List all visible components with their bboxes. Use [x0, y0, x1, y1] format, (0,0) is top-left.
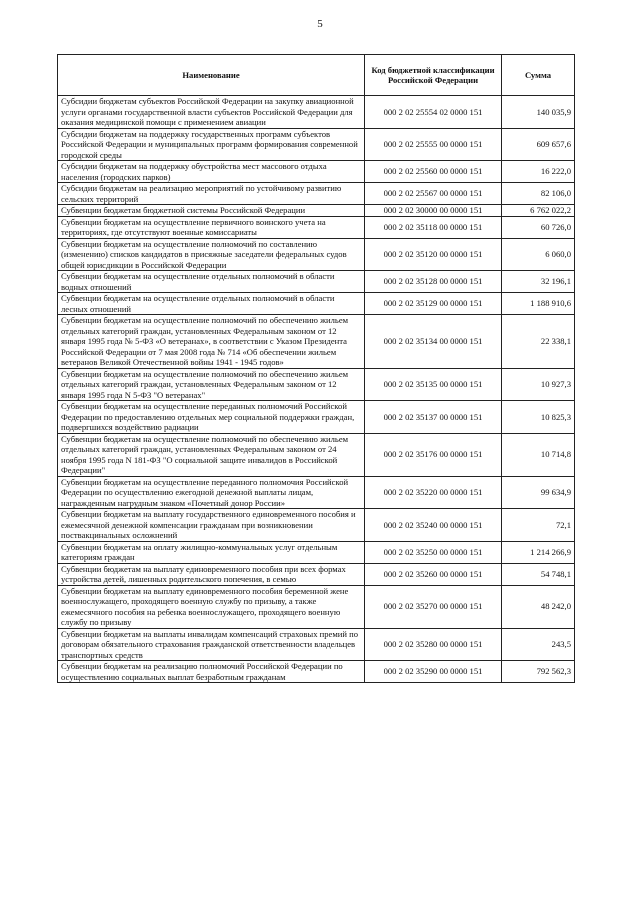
code-cell: 000 2 02 35134 00 0000 151	[365, 315, 502, 369]
name-cell: Субвенции бюджетам бюджетной системы Российской Федерации	[58, 205, 365, 217]
table-row	[58, 293, 575, 315]
table-row	[58, 476, 575, 509]
budget-table	[57, 54, 575, 683]
sum-cell: 6 060,0	[502, 238, 575, 271]
sum-cell: 72,1	[502, 509, 575, 542]
code-cell: 000 2 02 30000 00 0000 151	[365, 205, 502, 217]
page-number: 5	[317, 18, 323, 30]
table-body	[58, 96, 575, 683]
name-cell: Субсидии бюджетам на поддержку государственных программ субъектов Российской Федерации и муниципальных программ формирования современной городской среды	[58, 128, 365, 161]
table-row	[58, 563, 575, 585]
code-cell: 000 2 02 35120 00 0000 151	[365, 238, 502, 271]
sum-cell: 22 338,1	[502, 315, 575, 369]
table-row	[58, 368, 575, 401]
sum-cell: 54 748,1	[502, 563, 575, 585]
header-name: Наименование	[58, 55, 365, 96]
name-cell: Субсидии бюджетам на поддержку обустройства мест массового отдыха населения (городских парков)	[58, 161, 365, 183]
sum-cell: 60 726,0	[502, 216, 575, 238]
sum-cell: 32 196,1	[502, 271, 575, 293]
name-cell: Субвенции бюджетам на осуществление полномочий по обеспечению жильем отдельных категорий граждан, установленных Федеральным законом от 12 января 1995 года № 5-ФЗ «О ветеранах», в соответствии с Указом Президента Российской Федерации от 7 мая 2008 года № 714 «Об обеспечении жильем ветеранов Великой Отечественной войны 1941 - 1945 годов»	[58, 315, 365, 369]
code-cell: 000 2 02 35129 00 0000 151	[365, 293, 502, 315]
name-cell: Субвенции бюджетам на реализацию полномочий Российской Федерации по осуществлению социальных выплат безработным гражданам	[58, 661, 365, 683]
sum-cell: 140 035,9	[502, 96, 575, 129]
sum-cell: 792 562,3	[502, 661, 575, 683]
table-row	[58, 401, 575, 434]
table-row	[58, 128, 575, 161]
code-cell: 000 2 02 35128 00 0000 151	[365, 271, 502, 293]
name-cell: Субвенции бюджетам на осуществление отдельных полномочий в области водных отношений	[58, 271, 365, 293]
table-row	[58, 205, 575, 217]
table-row	[58, 271, 575, 293]
table-row	[58, 216, 575, 238]
sum-cell: 10 927,3	[502, 368, 575, 401]
sum-cell: 1 214 266,9	[502, 541, 575, 563]
sum-cell: 16 222,0	[502, 161, 575, 183]
table-row	[58, 96, 575, 129]
sum-cell: 99 634,9	[502, 476, 575, 509]
sum-cell: 609 657,6	[502, 128, 575, 161]
code-cell: 000 2 02 35220 00 0000 151	[365, 476, 502, 509]
table-header	[58, 55, 575, 96]
table-row	[58, 661, 575, 683]
name-cell: Субсидии бюджетам на реализацию мероприятий по устойчивому развитию сельских территорий	[58, 183, 365, 205]
name-cell: Субвенции бюджетам на осуществление первичного воинского учета на территориях, где отсутствуют военные комиссариаты	[58, 216, 365, 238]
name-cell: Субвенции бюджетам на выплаты инвалидам компенсаций страховых премий по договорам обязательного страхования гражданской ответственности владельцев транспортных средств	[58, 628, 365, 661]
table-row	[58, 315, 575, 369]
name-cell: Субсидии бюджетам субъектов Российской Федерации на закупку авиационной услуги органами государственной власти субъектов Российской Федерации для оказания медицинской помощи с применением авиации	[58, 96, 365, 129]
header-sum: Сумма	[502, 55, 575, 96]
table-row	[58, 433, 575, 476]
code-cell: 000 2 02 35260 00 0000 151	[365, 563, 502, 585]
name-cell: Субвенции бюджетам на оплату жилищно-коммунальных услуг отдельным категориям граждан	[58, 541, 365, 563]
table-row	[58, 183, 575, 205]
code-cell: 000 2 02 35137 00 0000 151	[365, 401, 502, 434]
sum-cell: 1 188 910,6	[502, 293, 575, 315]
name-cell: Субвенции бюджетам на осуществление переданных полномочий Российской Федерации по предоставлению отдельных мер социальной поддержки граждан, подвергшихся воздействию радиации	[58, 401, 365, 434]
code-cell: 000 2 02 25567 00 0000 151	[365, 183, 502, 205]
name-cell: Субвенции бюджетам на выплату единовременного пособия при всех формах устройства детей, лишенных родительского попечения, в семью	[58, 563, 365, 585]
sum-cell: 10 825,3	[502, 401, 575, 434]
name-cell: Субвенции бюджетам на осуществление полномочий по составлению (изменению) списков кандидатов в присяжные заседатели федеральных судов общей юрисдикции в Российской Федерации	[58, 238, 365, 271]
code-cell: 000 2 02 35250 00 0000 151	[365, 541, 502, 563]
table-row	[58, 585, 575, 628]
name-cell: Субвенции бюджетам на выплату единовременного пособия беременной жене военнослужащего, проходящего военную службу по призыву, а также ежемесячного пособия на ребенка военнослужащего, проходящего военную службу по призыву	[58, 585, 365, 628]
sum-cell: 10 714,8	[502, 433, 575, 476]
code-cell: 000 2 02 25555 00 0000 151	[365, 128, 502, 161]
sum-cell: 6 762 022,2	[502, 205, 575, 217]
header-code: Код бюджетной классификации Российской Федерации	[365, 55, 502, 96]
name-cell: Субвенции бюджетам на осуществление полномочий по обеспечению жильем отдельных категорий граждан, установленных Федеральным законом от 12 января 1995 года N 5-ФЗ "О ветеранах"	[58, 368, 365, 401]
code-cell: 000 2 02 35270 00 0000 151	[365, 585, 502, 628]
sum-cell: 48 242,0	[502, 585, 575, 628]
table-row	[58, 238, 575, 271]
code-cell: 000 2 02 35290 00 0000 151	[365, 661, 502, 683]
table-row	[58, 509, 575, 542]
name-cell: Субвенции бюджетам на осуществление переданного полномочия Российской Федерации по осуществлению ежегодной денежной выплаты лицам, награжденным нагрудным знаком «Почетный донор России»	[58, 476, 365, 509]
code-cell: 000 2 02 25560 00 0000 151	[365, 161, 502, 183]
table-row	[58, 628, 575, 661]
sum-cell: 82 106,0	[502, 183, 575, 205]
name-cell: Субвенции бюджетам на осуществление полномочий по обеспечению жильем отдельных категорий граждан, установленных Федеральным законом от 24 ноября 1995 года N 181-ФЗ "О социальной защите инвалидов в Российской Федерации"	[58, 433, 365, 476]
name-cell: Субвенции бюджетам на осуществление отдельных полномочий в области лесных отношений	[58, 293, 365, 315]
code-cell: 000 2 02 35240 00 0000 151	[365, 509, 502, 542]
code-cell: 000 2 02 35118 00 0000 151	[365, 216, 502, 238]
table-row	[58, 541, 575, 563]
code-cell: 000 2 02 35135 00 0000 151	[365, 368, 502, 401]
sum-cell: 243,5	[502, 628, 575, 661]
code-cell: 000 2 02 25554 02 0000 151	[365, 96, 502, 129]
table-row	[58, 161, 575, 183]
code-cell: 000 2 02 35280 00 0000 151	[365, 628, 502, 661]
code-cell: 000 2 02 35176 00 0000 151	[365, 433, 502, 476]
name-cell: Субвенции бюджетам на выплату государственного единовременного пособия и ежемесячной денежной компенсации гражданам при возникновении поствакцинальных осложнений	[58, 509, 365, 542]
